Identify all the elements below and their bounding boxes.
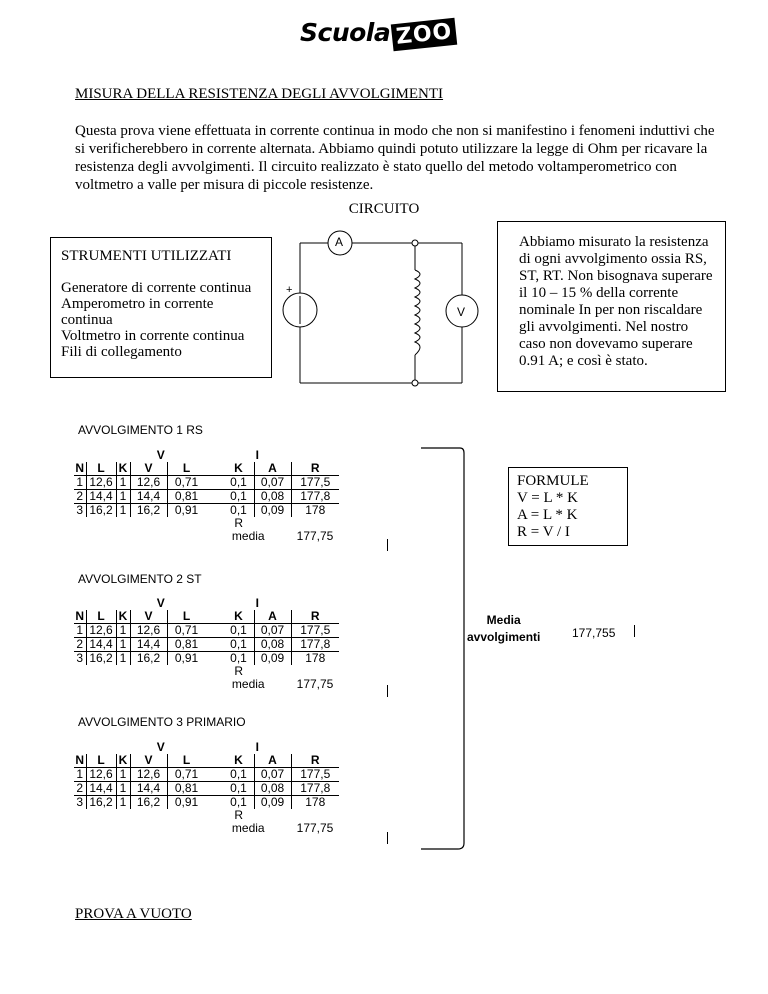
table-cell: 16,2 — [130, 796, 167, 810]
table-cell: 16,2 — [130, 652, 167, 666]
col-header: N — [75, 461, 85, 475]
table-cell: 0,1 — [230, 489, 247, 503]
table-cell: 12,6 — [86, 624, 116, 638]
table-cell: 12,6 — [130, 476, 167, 490]
section-label: AVVOLGIMENTO 1 RS — [78, 423, 203, 437]
table-cell: 1 — [76, 767, 84, 781]
col-header: L — [86, 462, 116, 476]
table-cell: 0,1 — [230, 475, 247, 489]
table-cell: 2 — [76, 781, 84, 795]
r-media-label: media — [231, 677, 265, 691]
note-box: Abbiamo misurato la resistenza di ogni avvolgimento ossia RS, ST, RT. Non bisognava superare il 10 – 15 % della corrente nominale In per non riscaldare gli avvolgimenti. Nel nostro caso non dovevamo superare 0.91 A; e così è stato. — [497, 221, 726, 392]
table-cell: 0,1 — [230, 767, 247, 781]
group-header: V — [156, 596, 165, 610]
table-cell: 0,71 — [167, 476, 206, 490]
tools-heading: STRUMENTI UTILIZZATI — [61, 248, 232, 264]
circuit-label: CIRCUITO — [348, 201, 420, 217]
r-media-value: 177,75 — [296, 529, 334, 543]
cursor-mark — [387, 832, 388, 844]
ammeter-label: A — [335, 235, 344, 249]
formula-line: R = V / I — [517, 524, 570, 540]
table-cell: 0,81 — [167, 638, 206, 652]
scuolazoo-logo — [300, 18, 457, 48]
measurement-table — [74, 449, 339, 543]
col-header: A — [254, 610, 291, 624]
table-cell: 12,6 — [130, 624, 167, 638]
table-cell: 177,8 — [291, 638, 339, 652]
table-cell: 14,4 — [130, 490, 167, 504]
formula-line: V = L * K — [517, 490, 578, 506]
table-cell: 0,1 — [230, 651, 247, 665]
table-cell: 178 — [291, 796, 339, 810]
table-cell: 0,08 — [254, 782, 291, 796]
col-header: L — [86, 754, 116, 768]
table-cell: 1 — [116, 504, 130, 518]
table-cell: 0,91 — [167, 504, 206, 518]
table-cell: 3 — [76, 795, 84, 809]
grouping-bracket — [420, 447, 470, 857]
table-cell: 177,5 — [291, 624, 339, 638]
table-cell: 1 — [116, 624, 130, 638]
table-cell: 14,4 — [86, 782, 116, 796]
table-cell: 2 — [76, 489, 84, 503]
col-header: L — [167, 462, 206, 476]
section-label: AVVOLGIMENTO 3 PRIMARIO — [78, 715, 246, 729]
table-cell: 1 — [116, 796, 130, 810]
table-cell: 0,71 — [167, 624, 206, 638]
table-cell: 177,8 — [291, 490, 339, 504]
r-media-value: 177,75 — [296, 677, 334, 691]
table-cell: 0,09 — [254, 796, 291, 810]
tools-item: Voltmetro in corrente continua — [61, 328, 245, 344]
col-header: R — [291, 462, 339, 476]
table-cell: 14,4 — [86, 490, 116, 504]
section-label: AVVOLGIMENTO 2 ST — [78, 572, 202, 586]
table-cell: 0,1 — [230, 503, 247, 517]
table-cell: 16,2 — [130, 504, 167, 518]
voltmeter-label: V — [457, 305, 466, 319]
r-media-value: 177,75 — [296, 821, 334, 835]
col-header: R — [291, 754, 339, 768]
logo-text-zoo: ZOO — [391, 18, 458, 52]
col-header: K — [116, 610, 130, 624]
col-header: K — [234, 753, 243, 767]
table-cell: 0,1 — [230, 781, 247, 795]
col-header: A — [254, 754, 291, 768]
table-cell: 1 — [76, 475, 84, 489]
table-cell: 178 — [291, 652, 339, 666]
table-cell: 1 — [116, 490, 130, 504]
table-cell: 3 — [76, 503, 84, 517]
media-avvolgimenti-value: 177,755 — [572, 626, 616, 640]
table-cell: 0,1 — [230, 637, 247, 651]
col-header: R — [291, 610, 339, 624]
table-cell: 0,07 — [254, 768, 291, 782]
table-cell: 1 — [116, 652, 130, 666]
table-cell: 12,6 — [86, 476, 116, 490]
plus-sign: + — [286, 284, 293, 296]
table-cell: 177,5 — [291, 768, 339, 782]
table-cell: 1 — [116, 638, 130, 652]
table-cell: 12,6 — [130, 768, 167, 782]
col-header: N — [75, 609, 85, 623]
table-cell: 1 — [116, 768, 130, 782]
group-header: I — [255, 448, 259, 462]
table-cell: 0,1 — [230, 795, 247, 809]
r-media-label: media — [231, 821, 265, 835]
table-cell: 2 — [76, 637, 84, 651]
table-cell: 1 — [116, 476, 130, 490]
table-cell: 0,1 — [230, 623, 247, 637]
table-cell: 16,2 — [86, 504, 116, 518]
r-media-label: media — [231, 529, 265, 543]
col-header: L — [167, 754, 206, 768]
table-cell: 14,4 — [130, 638, 167, 652]
r-media-label: R — [234, 808, 244, 822]
table-cell: 16,2 — [86, 652, 116, 666]
table-cell: 0,81 — [167, 490, 206, 504]
measurement-table — [74, 741, 339, 835]
col-header: A — [254, 462, 291, 476]
r-media-label: R — [234, 516, 244, 530]
col-header: L — [167, 610, 206, 624]
table-cell: 0,91 — [167, 652, 206, 666]
table-cell: 14,4 — [86, 638, 116, 652]
logo-text-scuola: Scuola — [300, 18, 391, 47]
media-label-line: Media — [486, 613, 521, 627]
col-header: K — [234, 461, 243, 475]
cursor-mark — [387, 685, 388, 697]
media-avvolgimenti-label — [467, 612, 540, 646]
page-title: MISURA DELLA RESISTENZA DEGLI AVVOLGIMENTI — [75, 86, 444, 102]
formule-box — [508, 467, 628, 546]
table-cell: 0,81 — [167, 782, 206, 796]
table-cell: 16,2 — [86, 796, 116, 810]
table-cell: 12,6 — [86, 768, 116, 782]
winding-symbol — [415, 270, 420, 355]
group-header: I — [255, 740, 259, 754]
group-header: V — [156, 740, 165, 754]
col-header: K — [116, 462, 130, 476]
table-cell: 0,91 — [167, 796, 206, 810]
formula-line: A = L * K — [517, 507, 578, 523]
tools-item: Generatore di corrente continua — [61, 280, 252, 296]
table-cell: 0,71 — [167, 768, 206, 782]
col-header: V — [130, 610, 167, 624]
formule-heading: FORMULE — [517, 473, 589, 489]
tools-item: Fili di collegamento — [61, 344, 182, 360]
measurement-table — [74, 597, 339, 691]
intro-paragraph: Questa prova viene effettuata in corrente continua in modo che non si manifestino i fenomeni induttivi che si verificherebbero in corrente alternata. Abbiamo quindi potuto utilizzare la legge di Ohm per ricavare la resistenza degli avvolgimenti. Il circuito realizzato è stato quello del metodo voltamperometrico con voltmetro a valle per misura di piccole resistenze. — [75, 123, 715, 193]
table-cell: 0,07 — [254, 476, 291, 490]
table-cell: 0,07 — [254, 624, 291, 638]
tools-item: Amperometro in corrente continua — [61, 296, 214, 328]
table-cell: 1 — [76, 623, 84, 637]
table-cell: 1 — [116, 782, 130, 796]
group-header: I — [255, 596, 259, 610]
table-cell: 178 — [291, 504, 339, 518]
table-cell: 177,8 — [291, 782, 339, 796]
table-cell: 0,08 — [254, 638, 291, 652]
col-header: V — [130, 754, 167, 768]
col-header: L — [86, 610, 116, 624]
table-cell: 0,08 — [254, 490, 291, 504]
cursor-mark — [634, 625, 635, 637]
tools-box — [50, 237, 272, 378]
cursor-mark — [387, 539, 388, 551]
r-media-label: R — [234, 664, 244, 678]
col-header: V — [130, 462, 167, 476]
section-title-prova-a-vuoto: PROVA A VUOTO — [75, 906, 192, 922]
table-cell: 0,09 — [254, 504, 291, 518]
col-header: N — [75, 753, 85, 767]
col-header: K — [234, 609, 243, 623]
group-header: V — [156, 448, 165, 462]
table-cell: 177,5 — [291, 476, 339, 490]
table-cell: 3 — [76, 651, 84, 665]
table-cell: 14,4 — [130, 782, 167, 796]
table-cell: 0,09 — [254, 652, 291, 666]
col-header: K — [116, 754, 130, 768]
media-label-line: avvolgimenti — [467, 630, 541, 644]
